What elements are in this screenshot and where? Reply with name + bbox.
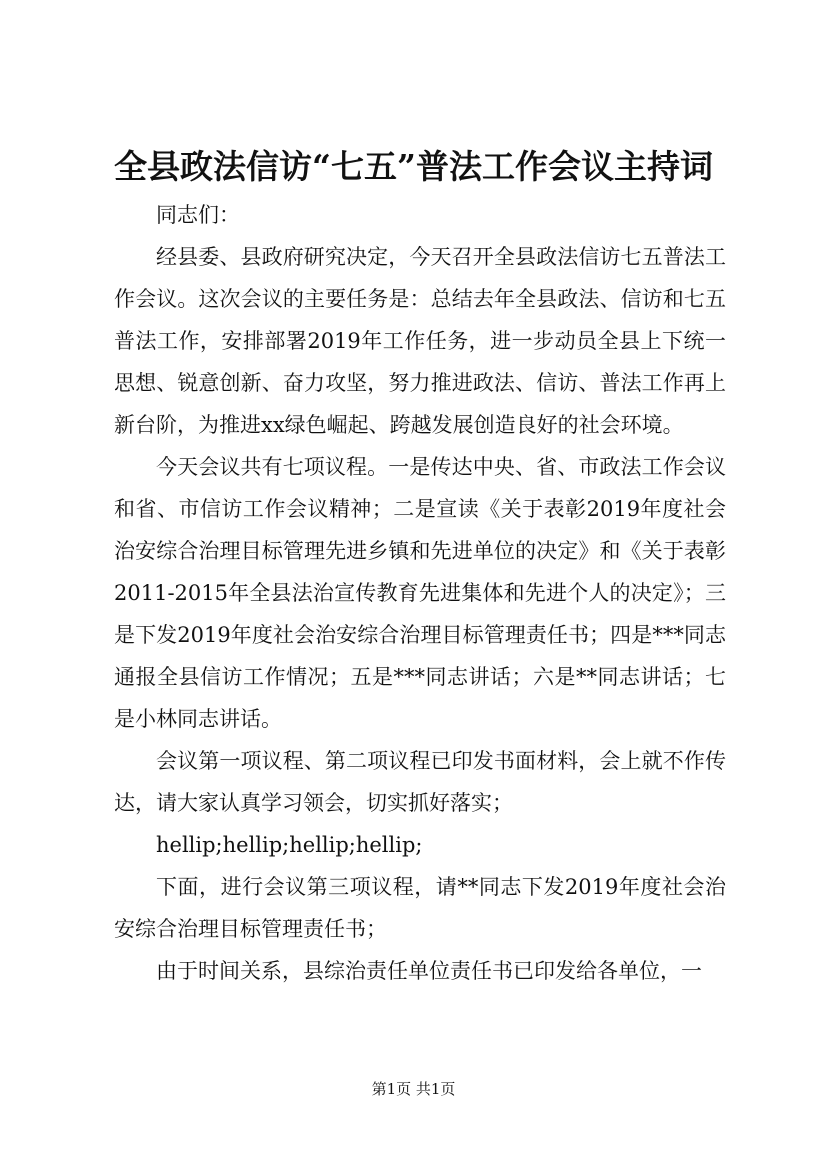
document-title: 全县政法信访“七五”普法工作会议主持词 bbox=[114, 147, 713, 186]
paragraph-intro: 经县委、县政府研究决定，今天召开全县政法信访七五普法工作会议。这次会议的主要任务是：总结去年全县政法、信访和七五普法工作，安排部署2019年工作任务，进一步动员全县上下统一思想、锐意创新、奋力攻坚，努力推进政法、信访、普法工作再上新台阶，为推进xx绿色崛起、跨越发展创造良好的社会环境。 bbox=[114, 245, 726, 437]
paragraph-salutation: 同志们： bbox=[156, 203, 240, 227]
paragraph-items-one-two: 会议第一项议程、第二项议程已印发书面材料，会上就不作传达，请大家认真学习领会，切实抓好落实； bbox=[114, 749, 726, 815]
page-footer: 第1页 共1页 bbox=[371, 1080, 456, 1098]
paragraph-agenda: 今天会议共有七项议程。一是传达中央、省、市政法工作会议和省、市信访工作会议精神；二是宣读《关于表彰2019年度社会治安综合治理目标管理先进乡镇和先进单位的决定》和《关于表彰2011-2015年全县法治宣传教育先进集体和先进个人的决定》；三是下发2019年度社会治安综合治理目标管理责任书；四是***同志通报全县信访工作情况；五是***同志讲话；六是**同志讲话；七是小林同志讲话。 bbox=[114, 455, 726, 731]
paragraph-item-three: 下面，进行会议第三项议程，请**同志下发2019年度社会治安综合治理目标管理责任书； bbox=[114, 875, 726, 941]
paragraph-time-note: 由于时间关系，县综治责任单位责任书已印发给各单位，一 bbox=[156, 959, 702, 983]
paragraph-ellipsis: hellip;hellip;hellip;hellip; bbox=[156, 833, 423, 857]
document-body bbox=[114, 194, 726, 992]
